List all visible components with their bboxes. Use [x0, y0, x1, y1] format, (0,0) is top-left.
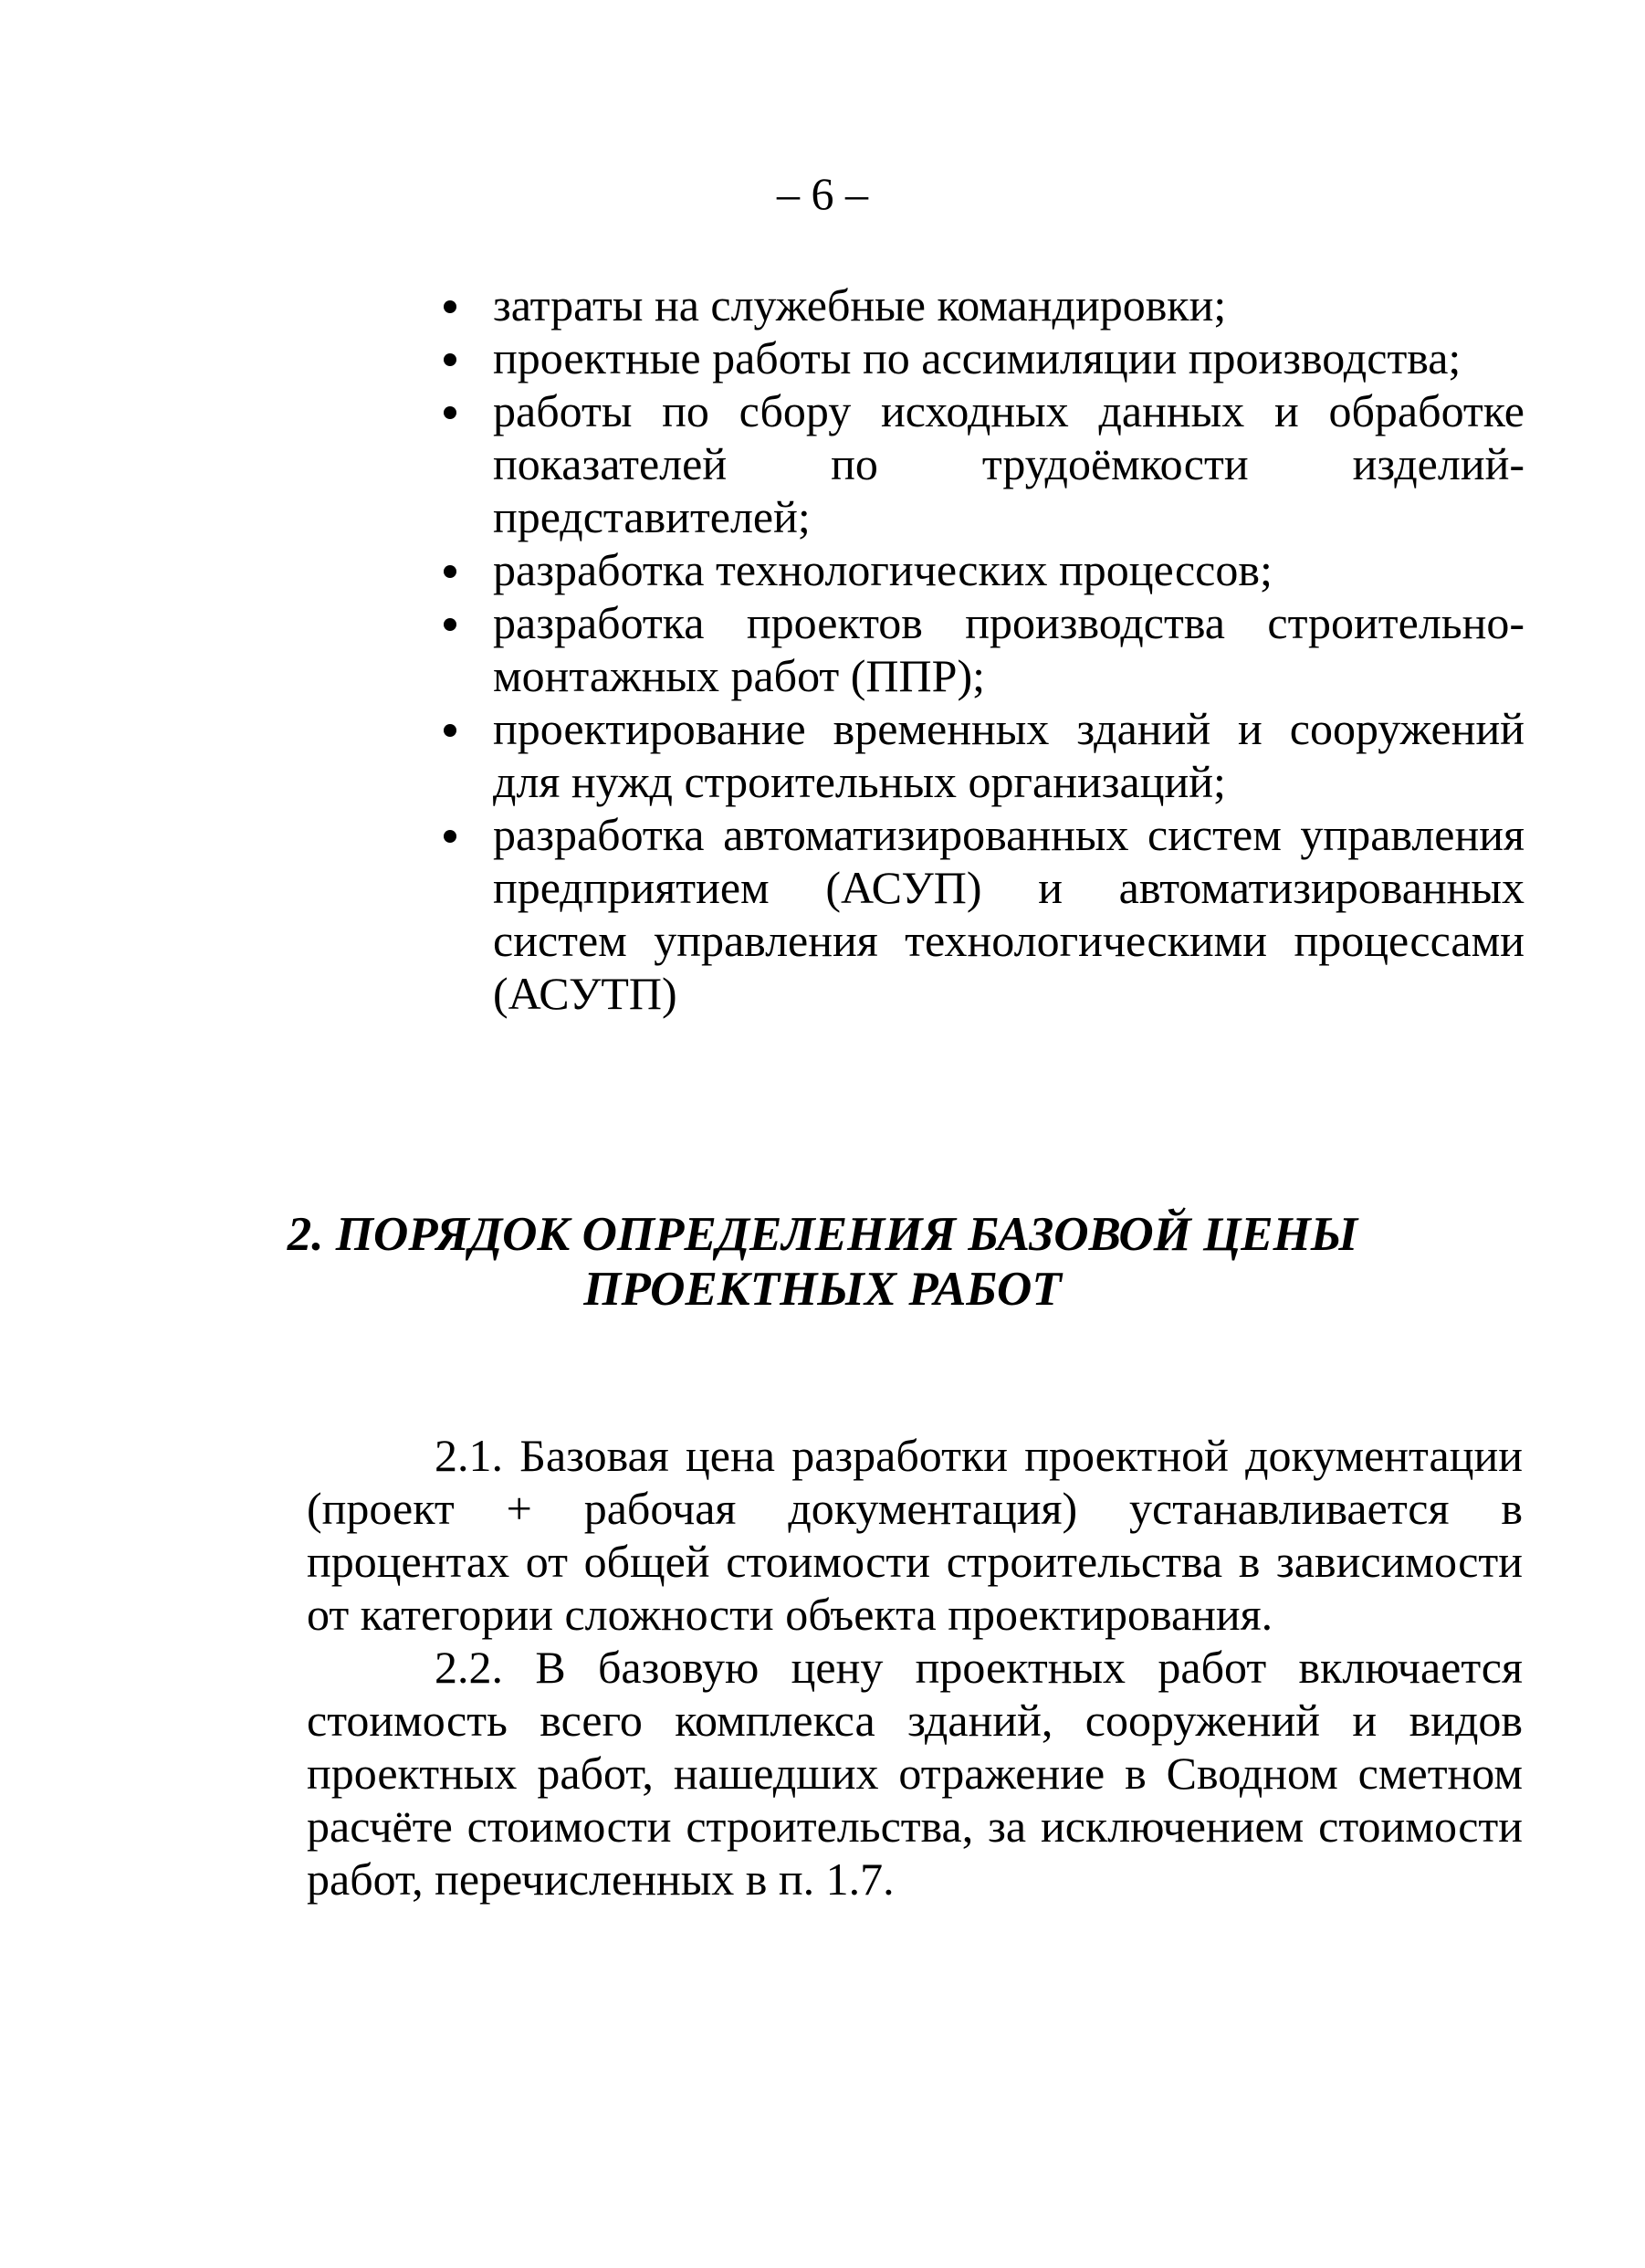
section-heading: [274, 1207, 1371, 1317]
bullet-icon: [444, 353, 456, 366]
bullet-icon: [444, 406, 456, 419]
paragraph-2-2: 2.2. В базовую цену проектных работ включается стоимость всего комплекса зданий, сооружений и видов проектных работ, нашедших отражение в Сводном сметном расчёте стоимости строительства, за исключением стоимости работ, перечисленных в п. 1.7.: [307, 1642, 1523, 1905]
list-item-text: разработка технологических процессов;: [493, 544, 1273, 595]
list-item: [418, 278, 1525, 331]
list-item: [418, 384, 1525, 543]
page-number: – 6 –: [777, 168, 868, 219]
list-item-text: проектирование временных зданий и сооружений для нужд строительных организаций;: [493, 703, 1525, 807]
bullet-icon: [444, 565, 456, 578]
bullet-icon: [444, 724, 456, 737]
list-item-text: затраты на служебные командировки;: [493, 279, 1227, 331]
list-item: [418, 596, 1525, 702]
section-heading-line: 2. ПОРЯДОК ОПРЕДЕЛЕНИЯ БАЗОВОЙ ЦЕНЫ: [287, 1208, 1358, 1261]
list-item-text: разработка автоматизированных систем управления предприятием (АСУП) и автоматизированных систем управления технологическими процессами (АСУТП): [493, 809, 1525, 1019]
list-item-text: работы по сбору исходных данных и обработке показателей по трудоёмкости изделий-представителей;: [493, 385, 1525, 542]
bullet-icon: [444, 830, 456, 843]
bullet-icon: [444, 618, 456, 631]
excluded-costs-list: [418, 278, 1525, 1020]
list-item: [418, 808, 1525, 1020]
section-body: [307, 1429, 1523, 1906]
list-item: [418, 702, 1525, 808]
list-item: [418, 331, 1525, 384]
list-item-text: разработка проектов производства строительно-монтажных работ (ППР);: [493, 597, 1525, 701]
paragraph-2-1: 2.1. Базовая цена разработки проектной документации (проект + рабочая документация) устанавливается в процентах от общей стоимости строительства в зависимости от категории сложности объекта проектирования.: [307, 1430, 1523, 1640]
section-heading-line: ПРОЕКТНЫХ РАБОТ: [583, 1263, 1062, 1316]
list-item: [418, 543, 1525, 596]
bullet-icon: [444, 300, 456, 313]
list-item-text: проектные работы по ассимиляции производства;: [493, 332, 1462, 383]
